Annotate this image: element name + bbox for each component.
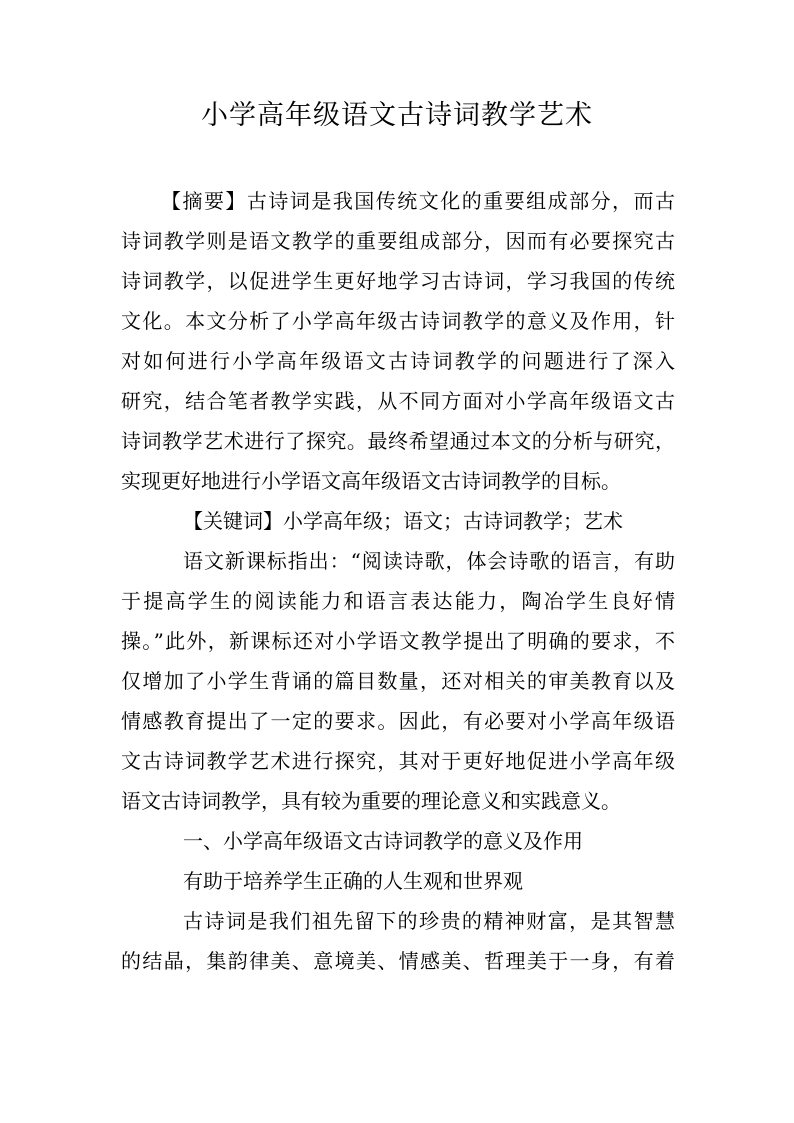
intro-line-3: 操。”此外，新课标还对小学语文教学提出了明确的要求，不 bbox=[121, 629, 675, 653]
document-title: 小学高年级语文古诗词教学艺术 bbox=[201, 100, 593, 131]
intro-line-5: 情感教育提出了一定的要求。因此，有必要对小学高年级语 bbox=[121, 709, 675, 733]
abstract-line-6: 研究，结合笔者教学实践，从不同方面对小学高年级语文古 bbox=[121, 389, 675, 413]
intro-line-4: 仅增加了小学生背诵的篇目数量，还对相关的审美教育以及 bbox=[121, 669, 675, 693]
section-heading-1: 一、小学高年级语文古诗词教学的意义及作用 bbox=[183, 829, 583, 853]
abstract-line-2: 诗词教学则是语文教学的重要组成部分，因而有必要探究古 bbox=[121, 229, 675, 253]
section-body-line-2: 的结晶，集韵律美、意境美、情感美、哲理美于一身，有着 bbox=[121, 949, 675, 973]
subsection-heading-1: 有助于培养学生正确的人生观和世界观 bbox=[183, 869, 523, 893]
abstract-line-8: 实现更好地进行小学语文高年级语文古诗词教学的目标。 bbox=[121, 469, 621, 493]
intro-line-2: 于提高学生的阅读能力和语言表达能力，陶冶学生良好情 bbox=[121, 589, 675, 613]
abstract-line-4: 文化。本文分析了小学高年级古诗词教学的意义及作用，针 bbox=[121, 309, 675, 333]
abstract-line-1: 【摘要】古诗词是我国传统文化的重要组成部分，而古 bbox=[161, 189, 675, 213]
document-body bbox=[121, 181, 675, 981]
intro-line-7: 语文古诗词教学，具有较为重要的理论意义和实践意义。 bbox=[121, 789, 621, 813]
abstract-line-3: 诗词教学，以促进学生更好地学习古诗词，学习我国的传统 bbox=[121, 269, 675, 293]
section-body-line-1: 古诗词是我们祖先留下的珍贵的精神财富，是其智慧 bbox=[183, 909, 675, 933]
abstract-line-5: 对如何进行小学高年级语文古诗词教学的问题进行了深入 bbox=[121, 349, 675, 373]
abstract-line-7: 诗词教学艺术进行了探究。最终希望通过本文的分析与研究， bbox=[121, 429, 675, 453]
intro-line-6: 文古诗词教学艺术进行探究，其对于更好地促进小学高年级 bbox=[121, 749, 675, 773]
keywords-line: 【关键词】小学高年级；语文；古诗词教学；艺术 bbox=[183, 509, 623, 533]
intro-line-1: 语文新课标指出：“阅读诗歌，体会诗歌的语言，有助 bbox=[183, 549, 675, 573]
